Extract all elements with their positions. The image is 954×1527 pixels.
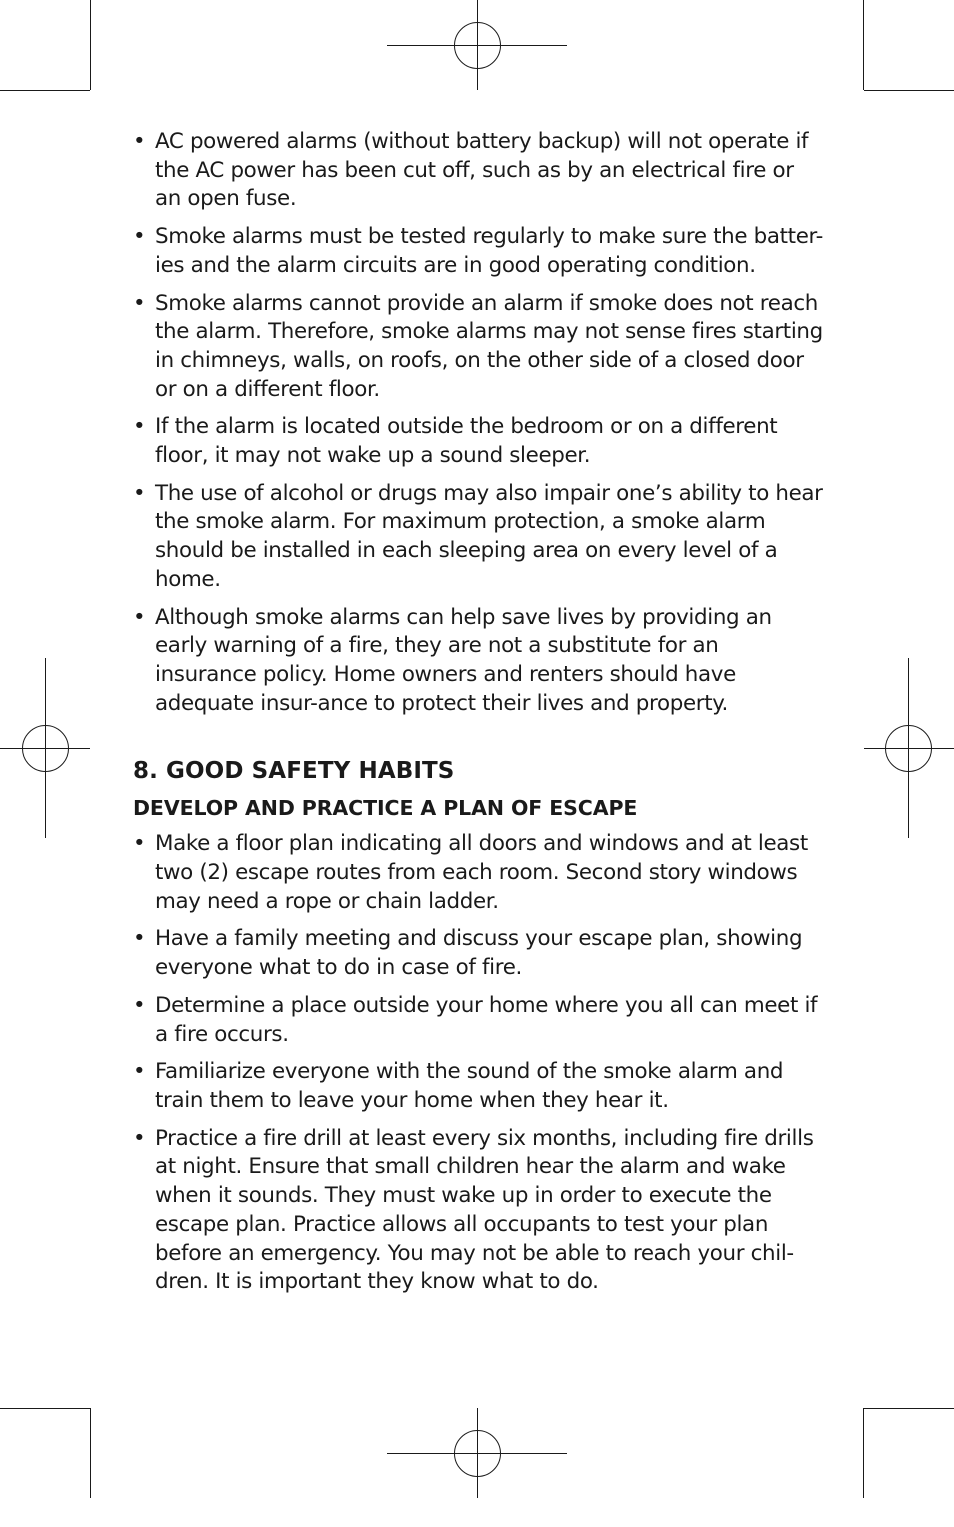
list-item-text: Make a floor plan indicating all doors and windows and at least two (2) escape routes from each room. Second story windows may need a rope or chain ladder. [155, 831, 808, 914]
warning-list [133, 128, 823, 718]
list-item [133, 1125, 823, 1297]
bullet-glyph: • [133, 1125, 146, 1151]
list-item [133, 480, 823, 595]
list-item-text: The use of alcohol or drugs may also impair one’s ability to hear the smoke alarm. For maximum protection, a smoke alarm should be installed in each sleeping area on every level of a home. [155, 480, 823, 592]
list-item-text: Determine a place outside your home where you all can meet if a fire occurs. [155, 992, 818, 1047]
list-item [133, 223, 823, 280]
section-subtitle: DEVELOP AND PRACTICE A PLAN OF ESCAPE [133, 796, 638, 821]
list-item-text: Smoke alarms cannot provide an alarm if smoke does not reach the alarm. Therefore, smoke alarms may not sense fires starting in chimneys, walls, on roofs, on the other side of a closed door or on a different floor. [155, 290, 823, 402]
list-item [133, 925, 823, 982]
bullet-glyph: • [133, 992, 146, 1018]
list-item [133, 128, 823, 214]
bullet-glyph: • [133, 480, 146, 506]
bullet-glyph: • [133, 926, 146, 952]
list-item-text: Practice a fire drill at least every six months, including fire drills at night. Ensure that small children hear the alarm and wake when it sounds. They must wake up in order to execute the escape plan. Practice allows all occupants to test your plan before an emergency. You may not be able to reach your chil-dren. It is important they know what to do. [155, 1125, 814, 1295]
crop-mark-bottom-right [864, 1408, 954, 1498]
bullet-glyph: • [133, 129, 146, 154]
registration-mark-bottom [387, 1408, 567, 1498]
crop-mark-bottom-left [0, 1408, 91, 1498]
section-title: 8. GOOD SAFETY HABITS [133, 758, 455, 785]
bullet-glyph: • [133, 414, 146, 440]
bullet-glyph: • [133, 604, 146, 630]
bullet-glyph: • [133, 224, 146, 250]
registration-mark-right [864, 658, 954, 838]
list-item [133, 413, 823, 470]
list-item [133, 604, 823, 719]
list-item-text: Although smoke alarms can help save lives by providing an early warning of a fire, they are not a substitute for an insurance policy. Home owners and renters should have adequate insur-ance to protect their lives and property. [155, 604, 772, 716]
registration-mark-left [0, 658, 90, 838]
crop-mark-top-left [0, 0, 91, 91]
list-item-text: AC powered alarms (without battery backup) will not operate if the AC power has been cut off, such as by an electrical fire or an open fuse. [155, 129, 809, 212]
list-item [133, 830, 823, 916]
list-item [133, 290, 823, 405]
bullet-glyph: • [133, 1059, 146, 1085]
page-content [133, 128, 823, 1306]
list-item-text: Smoke alarms must be tested regularly to make sure the batter-ies and the alarm circuits are in good operating condition. [155, 224, 823, 278]
registration-mark-top [387, 0, 567, 90]
crop-mark-top-right [864, 0, 954, 91]
escape-plan-list [133, 830, 823, 1297]
list-item-text: Have a family meeting and discuss your escape plan, showing everyone what to do in case of fire. [155, 926, 803, 981]
list-item [133, 992, 823, 1049]
bullet-glyph: • [133, 290, 146, 316]
bullet-glyph: • [133, 831, 146, 857]
list-item [133, 1058, 823, 1115]
list-item-text: Familiarize everyone with the sound of the smoke alarm and train them to leave your home when they hear it. [155, 1059, 784, 1113]
list-item-text: If the alarm is located outside the bedroom or on a different floor, it may not wake up a sound sleeper. [155, 414, 778, 469]
